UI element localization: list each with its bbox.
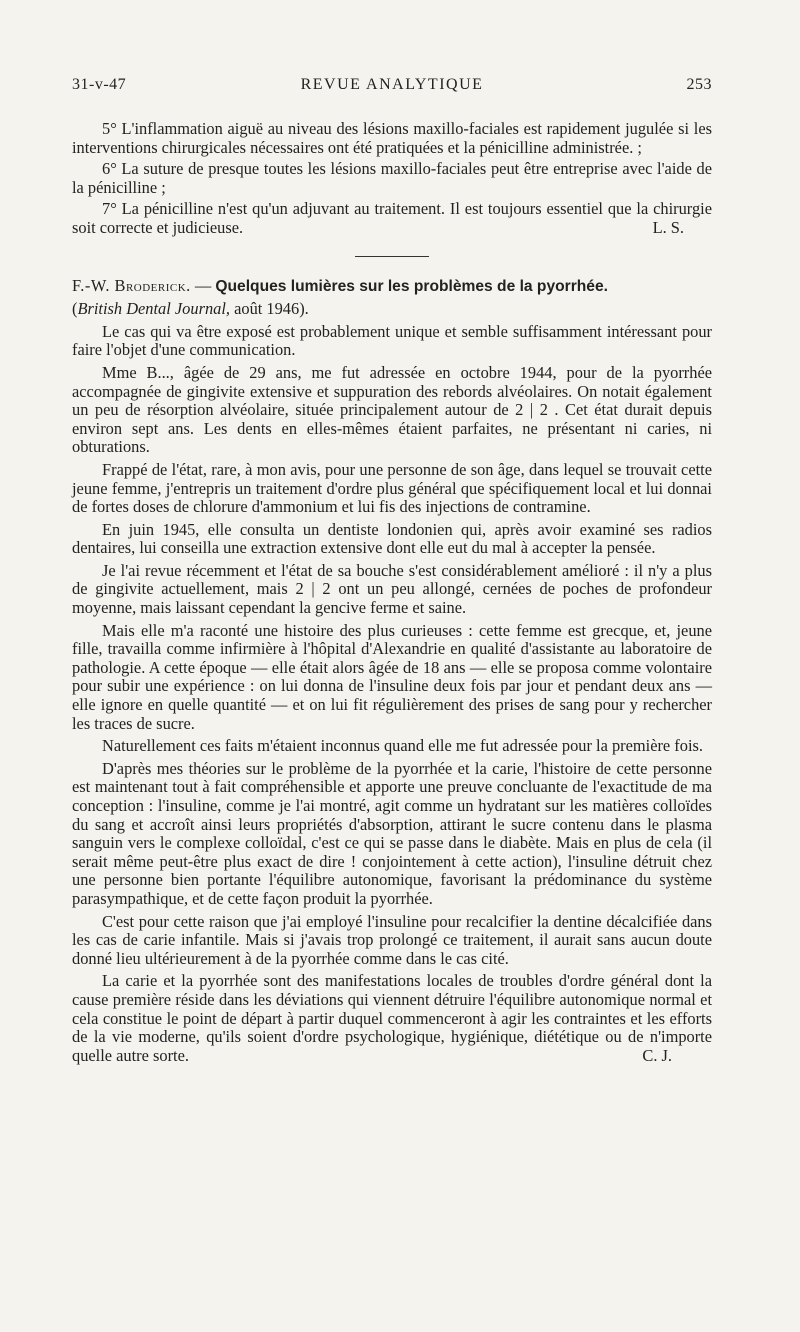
article-author: F.-W. Broderick. — [72, 275, 191, 295]
conclusion-item-7 — [72, 200, 712, 237]
article-paragraph: D'après mes théories sur le problème de la pyorrhée et la carie, l'histoire de cette personne est maintenant tout à fait compréhensible et apporte une preuve concluante de l'exactitude de ma conception : l'insuline, comme je l'ai montré, agit comme un hydratant sur les matières colloïdes du sang et accroît ainsi leurs propriétés d'absorption, attirant le sucre contenu dans le plasma sanguin vers le complexe colloïdal, c'est ce qui se passe dans le diabète. Mais en plus de cela (il serait même peut-être plus exact de dire ! conjointement à cette action), l'insuline détruit chez une personne bien portante l'équilibre autonomique, favorisant la prédominance du système parasympathique, et de cette façon produit la pyorrhée. — [72, 758, 712, 908]
article-paragraph-last — [72, 972, 712, 1065]
conclusion-item-6: 6° La suture de presque toutes les lésions maxillo-faciales peut être entreprise avec l'aide de la pénicilline ; — [72, 159, 712, 197]
article-paragraph: Frappé de l'état, rare, à mon avis, pour une personne de son âge, dans lequel se trouvait cette jeune femme, j'entrepris un traitement d'ordre plus général que spécifiquement local et lui donnai de fortes doses de chlorure d'ammonium et lui fis des injections de contramine. — [72, 459, 712, 517]
article-paragraph-last-text: La carie et la pyorrhée sont des manifestations locales de troubles d'ordre général dont la cause première réside dans les déviations qui viennent détruire l'équilibre autonomique normal et cela constitue le point de départ à partir duquel commenceront à agir les contraintes et les efforts de la vie moderne, qu'ils soient d'ordre psychologique, hygiénique, diététique ou de n'importe quelle autre sorte. — [72, 971, 712, 1065]
article-heading — [72, 277, 712, 297]
article-paragraph: Je l'ai revue récemment et l'état de sa bouche s'est considérablement amélioré : il n'y a plus de gingivite actuellement, mais 2 | 2 ont un peu allongé, cernées de poches de profondeur moyenne, mais laissant cependant la gencive ferme et saine. — [72, 560, 712, 618]
article-citation — [72, 300, 712, 319]
running-header — [72, 76, 712, 98]
article-paragraph: C'est pour cette raison que j'ai employé l'insuline pour recalcifier la dentine décalcifiée dans les cas de carie infantile. Mais si j'avais trop prolongé ce traitement, il aurait sans aucun doute donné lieu ultérieurement à de la pyorrhée comme dans le cas cité. — [72, 911, 712, 968]
article-paragraph: En juin 1945, elle consulta un dentiste londonien qui, après avoir examiné ses radios dentaires, lui conseilla une extraction extensive dont elle eut du mal à accepter la pensée. — [72, 519, 712, 558]
article-paragraph: Mme B..., âgée de 29 ans, me fut adressée en octobre 1944, pour de la pyorrhée accompagnée de gingivite extensive et suppuration des rebords alvéolaires. On notait également un peu de résorption alvéolaire, située principalement autour de 2 | 2 . Cet état durait depuis environ sept ans. Les dents en elles-mêmes étaient parfaites, ne présentant ni caries, ni obturations. — [72, 362, 712, 457]
article-paragraph: Le cas qui va être exposé est probablement unique et semble suffisamment intéressant pour faire l'objet d'une communication. — [72, 321, 712, 360]
citation-date: août 1946). — [230, 299, 309, 319]
previous-article-signature: L. S. — [652, 217, 684, 237]
page-number: 253 — [686, 76, 712, 93]
article-paragraph: Mais elle m'a raconté une histoire des plus curieuses : cette femme est grecque, et, jeune fille, travailla comme infirmière à l'hôpital d'Alexandrie en qualité d'assistante au laboratoire de pathologie. A cette époque — elle était alors âgée de 18 ans — elle se proposa comme volontaire pour subir une expérience : on lui donna de l'insuline deux fois par jour et pendant deux ans — elle ignore en quelle quantité — et on lui fit régulièrement des prises de sang pour y rechercher les traces de sucre. — [72, 620, 712, 733]
conclusion-item-5: 5° L'inflammation aiguë au niveau des lésions maxillo-faciales est rapidement jugulée si les interventions chirurgicales nécessaires ont été pratiquées et la pénicilline administrée. ; — [72, 119, 712, 157]
article-signature: C. J. — [642, 1045, 672, 1065]
citation-open-paren: ( — [72, 299, 78, 319]
page-body — [72, 120, 712, 1065]
conclusion-item-7-text: 7° La pénicilline n'est qu'un adjuvant au traitement. Il est toujours essentiel que la chirurgie soit correcte et judicieuse. — [72, 199, 712, 237]
previous-article-conclusions — [72, 120, 712, 238]
journal-name: British Dental Journal, — [77, 299, 230, 319]
article-paragraph: Naturellement ces faits m'étaient inconnus quand elle me fut adressée pour la première fois. — [102, 736, 703, 756]
journal-title: REVUE ANALYTIQUE — [300, 76, 484, 93]
heading-dash: — — [194, 275, 212, 295]
issue-date: 31-v-47 — [72, 76, 127, 93]
section-divider — [355, 256, 429, 257]
article-title: Quelques lumières sur les problèmes de la pyorrhée. — [215, 277, 608, 295]
